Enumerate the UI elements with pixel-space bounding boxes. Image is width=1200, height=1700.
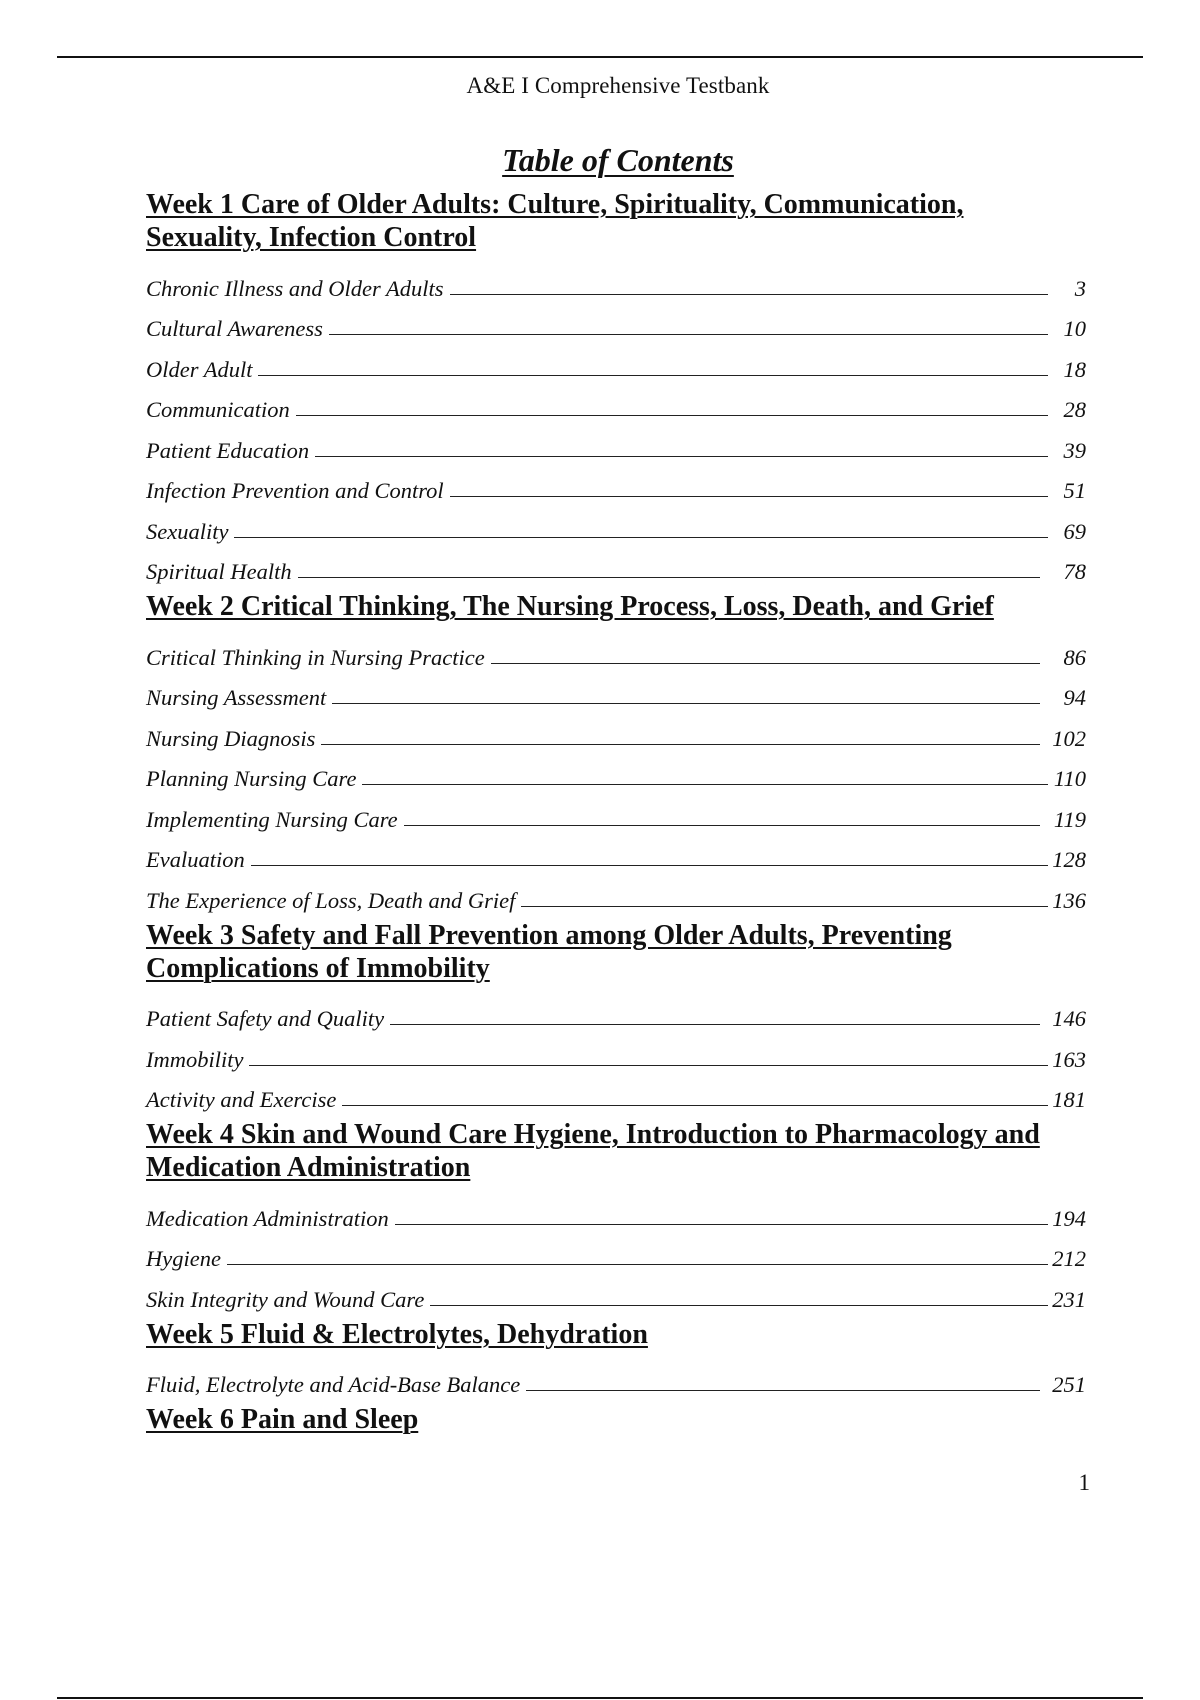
toc-entry[interactable] bbox=[146, 792, 1086, 833]
dot-leader bbox=[298, 577, 1040, 578]
toc-entry[interactable] bbox=[146, 1073, 1086, 1114]
week-heading bbox=[146, 1403, 1046, 1436]
dot-leader bbox=[395, 1224, 1048, 1225]
dot-leader bbox=[430, 1305, 1048, 1306]
toc-entry-label: Activity and Exercise bbox=[146, 1087, 337, 1112]
week-heading bbox=[146, 590, 1046, 623]
toc-entry-label: Skin Integrity and Wound Care bbox=[146, 1286, 425, 1312]
toc-entry[interactable] bbox=[146, 464, 1086, 505]
top-rule bbox=[57, 56, 1143, 58]
dot-leader bbox=[249, 1065, 1048, 1066]
toc-entry[interactable] bbox=[146, 630, 1086, 671]
toc-entry-page: 194 bbox=[1052, 1205, 1086, 1231]
dot-leader bbox=[321, 744, 1040, 745]
dot-leader bbox=[404, 825, 1040, 826]
toc-entry-page: 69 bbox=[1063, 518, 1086, 544]
table-of-contents bbox=[146, 188, 1086, 1443]
toc-entry[interactable] bbox=[146, 752, 1086, 793]
toc-entry-label: Nursing Assessment bbox=[146, 685, 327, 710]
dot-leader bbox=[296, 415, 1048, 416]
toc-entry-label: Spiritual Health bbox=[146, 559, 292, 584]
dot-leader bbox=[491, 663, 1040, 664]
toc-entry-page: 39 bbox=[1063, 437, 1086, 463]
toc-entry[interactable] bbox=[146, 1232, 1086, 1273]
toc-entry-page: 102 bbox=[1052, 725, 1086, 751]
toc-entry-page: 86 bbox=[1063, 644, 1086, 670]
toc-entry-label: Infection Prevention and Control bbox=[146, 478, 444, 503]
toc-entry-label: Patient Safety and Quality bbox=[146, 1006, 385, 1031]
dot-leader bbox=[450, 294, 1049, 295]
toc-entry-label: Chronic Illness and Older Adults bbox=[146, 275, 444, 301]
toc-entry-label: Communication bbox=[146, 397, 290, 422]
toc-entry-page: 3 bbox=[1074, 275, 1086, 301]
toc-entry[interactable] bbox=[146, 504, 1086, 545]
toc-entry[interactable] bbox=[146, 342, 1086, 383]
toc-entry-page: 231 bbox=[1052, 1286, 1086, 1312]
toc-entry-page: 181 bbox=[1052, 1087, 1086, 1112]
toc-entry-page: 128 bbox=[1052, 847, 1086, 872]
toc-entry[interactable] bbox=[146, 261, 1086, 302]
toc-entry-page: 78 bbox=[1063, 559, 1086, 584]
week-heading bbox=[146, 188, 1046, 254]
week-heading bbox=[146, 919, 1046, 985]
toc-entry[interactable] bbox=[146, 383, 1086, 424]
toc-entry[interactable] bbox=[146, 545, 1086, 586]
toc-entry-label: Planning Nursing Care bbox=[146, 766, 357, 791]
toc-entry-label: Medication Administration bbox=[146, 1205, 389, 1231]
dot-leader bbox=[234, 537, 1048, 538]
toc-entry[interactable] bbox=[146, 992, 1086, 1033]
toc-title-text: Table of Contents bbox=[502, 142, 734, 178]
toc-entry-label: Hygiene bbox=[146, 1246, 221, 1271]
toc-entry-label: Nursing Diagnosis bbox=[146, 725, 316, 751]
dot-leader bbox=[450, 496, 1048, 497]
toc-entry-label: Immobility bbox=[146, 1046, 244, 1072]
toc-entry[interactable] bbox=[146, 1191, 1086, 1232]
toc-entry[interactable] bbox=[146, 833, 1086, 874]
toc-entry[interactable] bbox=[146, 423, 1086, 464]
toc-entry-page: 119 bbox=[1053, 806, 1086, 832]
toc-entry-label: Sexuality bbox=[146, 518, 229, 544]
toc-entry[interactable] bbox=[146, 1272, 1086, 1313]
toc-entry-page: 110 bbox=[1053, 766, 1086, 791]
toc-entry-label: Cultural Awareness bbox=[146, 316, 323, 341]
dot-leader bbox=[227, 1264, 1048, 1265]
toc-entry-page: 94 bbox=[1063, 685, 1086, 710]
toc-entry-label: Fluid, Electrolyte and Acid-Base Balance bbox=[146, 1372, 521, 1397]
dot-leader bbox=[332, 703, 1040, 704]
toc-entry-page: 212 bbox=[1052, 1246, 1086, 1271]
toc-entry-page: 51 bbox=[1063, 478, 1086, 503]
toc-entry-page: 28 bbox=[1063, 397, 1086, 422]
toc-entry-label: Evaluation bbox=[146, 847, 245, 872]
dot-leader bbox=[258, 375, 1048, 376]
toc-entry-label: The Experience of Loss, Death and Grief bbox=[146, 887, 516, 913]
dot-leader bbox=[251, 865, 1048, 866]
toc-title bbox=[0, 142, 1200, 179]
week-heading-text: Week 1 Care of Older Adults: Culture, Spirituality, Communication, Sexuality, Infection Control bbox=[146, 189, 964, 253]
week-heading-text: Week 4 Skin and Wound Care Hygiene, Introduction to Pharmacology and Medication Administration bbox=[146, 1119, 1040, 1183]
dot-leader bbox=[521, 906, 1048, 907]
toc-entry-page: 10 bbox=[1063, 316, 1086, 341]
toc-entry-label: Critical Thinking in Nursing Practice bbox=[146, 644, 485, 670]
toc-entry-label: Older Adult bbox=[146, 356, 253, 382]
toc-entry-page: 136 bbox=[1052, 887, 1086, 913]
dot-leader bbox=[362, 784, 1048, 785]
toc-entry[interactable] bbox=[146, 1032, 1086, 1073]
toc-entry-page: 163 bbox=[1052, 1046, 1086, 1072]
toc-entry[interactable] bbox=[146, 873, 1086, 914]
dot-leader bbox=[342, 1105, 1048, 1106]
week-heading-text: Week 6 Pain and Sleep bbox=[146, 1404, 419, 1435]
week-heading-text: Week 3 Safety and Fall Prevention among Older Adults, Preventing Complications of Immobility bbox=[146, 919, 952, 984]
bottom-rule bbox=[57, 1697, 1143, 1699]
toc-entry[interactable] bbox=[146, 302, 1086, 343]
toc-entry-label: Implementing Nursing Care bbox=[146, 806, 398, 832]
document-header: A&E I Comprehensive Testbank bbox=[466, 73, 770, 98]
toc-entry[interactable] bbox=[146, 671, 1086, 712]
dot-leader bbox=[390, 1024, 1040, 1025]
toc-entry-label: Patient Education bbox=[146, 437, 310, 463]
dot-leader bbox=[329, 334, 1048, 335]
toc-entry[interactable] bbox=[146, 1358, 1086, 1399]
toc-entry-page: 251 bbox=[1052, 1372, 1086, 1397]
week-heading-text: Week 2 Critical Thinking, The Nursing Process, Loss, Death, and Grief bbox=[146, 591, 994, 622]
toc-entry-page: 146 bbox=[1052, 1006, 1086, 1031]
dot-leader bbox=[315, 456, 1048, 457]
page-number: 1 bbox=[1078, 1470, 1090, 1495]
week-heading bbox=[146, 1318, 1046, 1351]
week-heading-text: Week 5 Fluid & Electrolytes, Dehydration bbox=[146, 1318, 648, 1350]
dot-leader bbox=[526, 1390, 1040, 1391]
toc-entry-page: 18 bbox=[1063, 356, 1086, 382]
toc-entry[interactable] bbox=[146, 711, 1086, 752]
week-heading bbox=[146, 1118, 1046, 1184]
